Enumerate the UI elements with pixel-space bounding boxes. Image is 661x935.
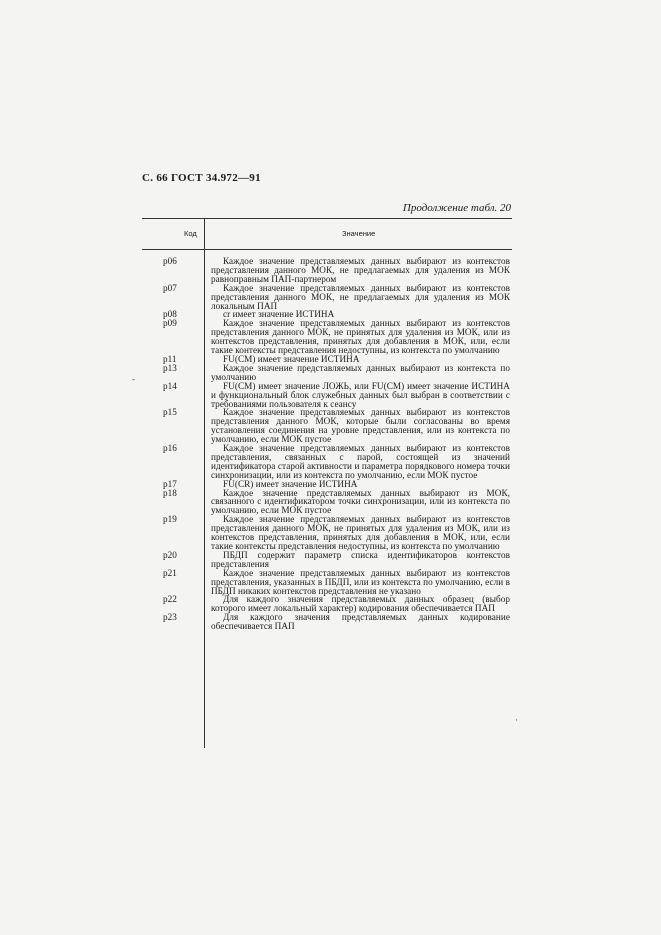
row-text: Каждое значение представляемых данных выбирают из контекстов представления, указанных в ПБДП, или из контекста по умолчанию, если в ПБДП никаких контекстов представления не указано [211,567,510,596]
row-code: p16 [163,443,177,454]
row-text: FU(CR) имеет значение ИСТИНА [223,478,358,489]
table-row [142,284,512,311]
table-row [142,364,512,382]
row-code: p20 [163,549,177,560]
table-row [142,382,512,409]
row-code: p11 [163,353,177,364]
table-row [142,569,512,596]
row-text: ПБДП содержит параметр списка идентификаторов контекстов представления [211,549,510,569]
row-text: FU(CM) имеет значение ЛОЖЬ, или FU(CM) имеет значение ИСТИНА и функциональный блок служебных данных был выбран в соответствии с требованиями пользователя к сеансу [211,380,510,409]
row-text: Каждое значение представляемых данных выбирают из контекста по умолчанию [211,362,510,382]
row-text: Каждое значение представляемых данных выбирают из контекстов представления, связанных с парой, состоящей из значений идентификатора старой активности и параметра порядкового номера точки синхронизации, или из контекста по умолчанию, если МОК пустое [211,443,510,480]
row-text: Для каждого значения представляемых данных кодирование обеспечивается ПАП [211,612,510,632]
table-row [142,551,512,569]
row-code: p13 [163,362,177,373]
table-header-rule [142,249,512,250]
row-code: p21 [163,567,177,578]
page-title: С. 66 ГОСТ 34.972—91 [142,172,261,184]
table-row [142,613,512,631]
table-row [142,257,512,284]
row-code: p17 [163,478,177,489]
margin-mark-right: · [515,715,518,725]
row-text: Каждое значение представляемых данных выбирают из контекстов представления данного МОК, не предлагаемых для удаления из МОК равноправным ПАП-партнером [211,256,510,284]
table-row [142,515,512,551]
row-text: Для каждого значения представляемых данных образец (выбор которого имеет локальный характер) кодирования обеспечивается ПАП [211,594,510,614]
row-code: p06 [163,256,177,266]
margin-mark-left: - [132,374,135,384]
row-text: FU(CM) имеет значение ИСТИНА [223,353,360,364]
row-text: Каждое значение представляемых данных выбирают из контекстов представления данного МОК, не принятых для удаления из МОК, или из контекстов представления, принятых для добавления в МОК, или, если такие контексты представления недоступны, из контекста по умолчанию [211,514,510,551]
row-code: p15 [163,407,177,418]
row-text: Каждое значение представляемых данных выбирают из контекстов представления данного МОК, не предлагаемых для удаления из МОК локальным ПАП [211,282,510,311]
table-row [142,408,512,444]
row-code: p23 [163,612,177,623]
row-text: Каждое значение представляемых данных выбирают из контекстов представления данного МОК, не принятых для удаления из МОК, или из контекстов представления, принятых для добавления в МОК, или, если такие контексты представления недоступны, из контекста по умолчанию [211,318,510,356]
row-text: Каждое значение представляемых данных выбирают из МОК, связанного с идентификатором точки синхронизации, или из контекста по умолчанию, если МОК пустое [211,487,510,516]
table-top-rule [142,218,512,219]
column-header-code: Код [184,229,197,238]
table-body [142,257,512,631]
table-continuation-label: Продолжение табл. 20 [402,202,511,214]
row-code: p08 [163,309,177,320]
table-row [142,595,512,613]
row-code: p07 [163,282,177,293]
table-row [142,319,512,355]
row-code: p14 [163,380,177,391]
column-header-meaning: Значение [342,229,376,238]
row-text: Каждое значение представляемых данных выбирают из контекстов представления данного МОК, которые были согласованы во время установления соединения на уровне представления, или из контекста по умолчанию, если МОК пустое [211,407,510,445]
row-code: p18 [163,487,177,498]
row-code: p09 [163,318,177,329]
row-code: p22 [163,594,177,605]
table-row [142,444,512,480]
table-row [142,489,512,516]
row-code: p19 [163,514,177,525]
row-text: cr имеет значение ИСТИНА [223,309,335,320]
